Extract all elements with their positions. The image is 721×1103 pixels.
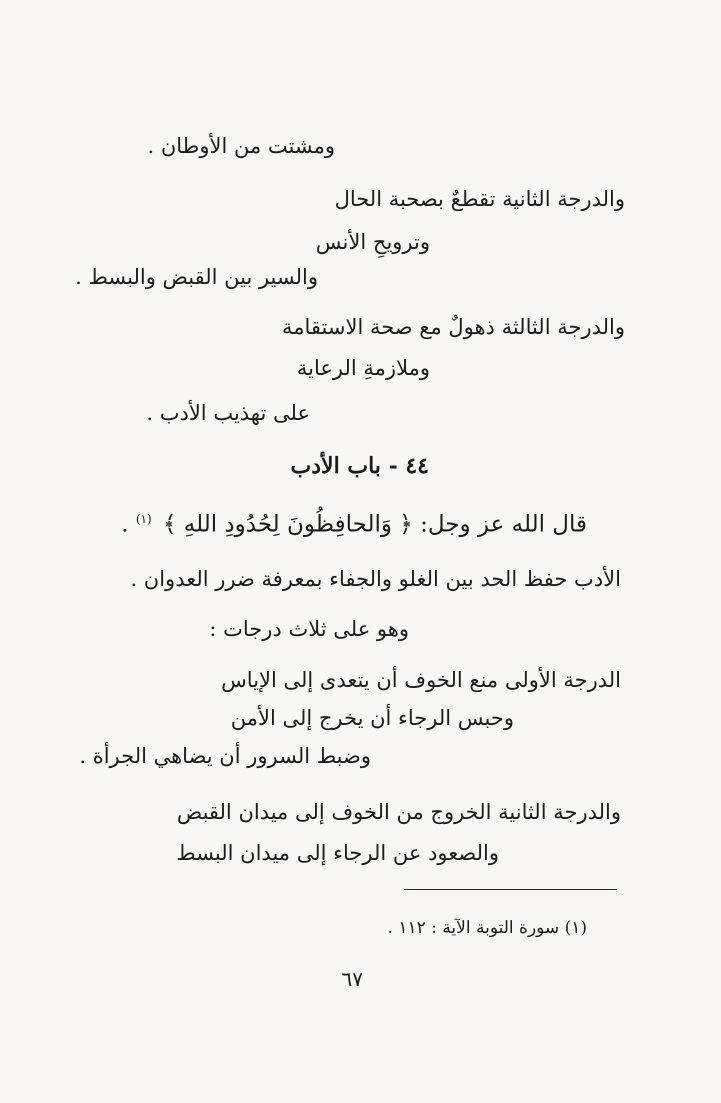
text-line: الدرجة الأولى منع الخوف أن يتعدى إلى الإياس [221, 668, 621, 692]
text-line: والدرجة الثالثة ذهولٌ مع صحة الاستقامة [282, 315, 625, 339]
text-line: الأدب حفظ الحد بين الغلو والجفاء بمعرفة ضرر العدوان . [130, 567, 621, 591]
text-line: والسير بين القبض والبسط . [75, 265, 318, 289]
text-line: وضبط السرور أن يضاهي الجرأة . [79, 744, 371, 768]
footnote: (١) سورة التوبة الآية : ١١٢ . [387, 918, 587, 938]
text-line: والدرجة الثانية الخروج من الخوف إلى ميدان القبض [176, 800, 621, 824]
verse-intro: قال الله عز وجل: [420, 511, 587, 538]
text-line: وترويحِ الأنس [315, 230, 430, 254]
text-line: والصعود عن الرجاء إلى ميدان البسط [176, 841, 499, 865]
text-line: على تهذيب الأدب . [146, 401, 310, 425]
page-number: ٦٧ [341, 967, 363, 991]
chapter-heading: ٤٤ - باب الأدب [290, 453, 429, 479]
quran-verse-line [121, 504, 587, 540]
footnote-divider [404, 889, 617, 890]
footnote-marker: (١) [135, 512, 152, 526]
verse-text: ﴿ وَالحافِظُونَ لِحُدُودِ اللهِ ﴾ [162, 511, 413, 538]
text-line: والدرجة الثانية تقطعٌ بصحبة الحال [334, 187, 625, 211]
text-line: وحبس الرجاء أن يخرج إلى الأمن [230, 706, 514, 730]
text-line: وملازمةِ الرعاية [296, 356, 430, 380]
text-line: وهو على ثلاث درجات : [209, 617, 409, 641]
text-line: ومشتت من الأوطان . [147, 134, 335, 158]
verse-end: . [121, 511, 129, 538]
